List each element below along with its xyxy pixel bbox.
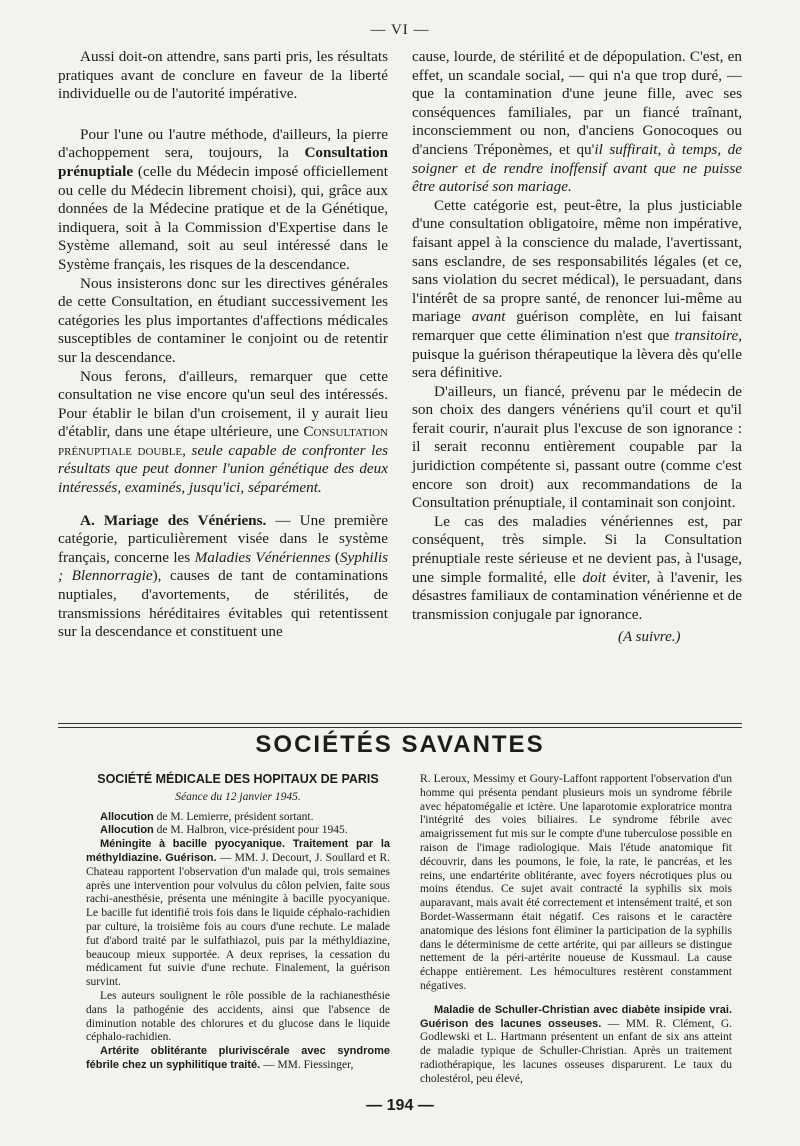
paragraph: Aussi doit-on attendre, sans parti pris, les résultats pratiques avant de conclure en faveur de la liberté individuelle ou de l'autorité impérative. (58, 48, 388, 103)
paragraph: cause, lourde, de stérilité et de dépopulation. C'est, en effet, un scandale social, — qui n'a que trop duré, — que la contamination d'une jeune fille, avec ses conséquences familiales, par un fiancé traînant, inconsciemment ou non, d'anciens Gonocoques ou d'anciens Tréponèmes, et qu'il suffirait, à temps, de soigner et de rendre inoffensif avant que ne puisse être autorisé son mariage. (412, 48, 742, 196)
paragraph: Nous insisterons donc sur les directives générales de cette Consultation, en étudiant successivement les catégories les plus importantes d'affections médicales susceptibles de contaminer le conjoint ou de retentir sur la descendance. (58, 274, 388, 366)
paragraph: Les auteurs soulignent le rôle possible de la rachianesthésie dans la pathogénie des accidents, ainsi que l'absence de diminution notable des chlorures et du glucose dans le liquide céphalo-rachidien. (86, 989, 390, 1044)
page-number: — 194 — (366, 1097, 434, 1114)
society-right-column (420, 773, 732, 1087)
paragraph: Nous ferons, d'ailleurs, remarquer que cette consultation ne vise encore qu'un seul des intéressés. Pour établir le bilan d'un croisement, il y aurait lieu d'établir, dans une étape ultérieure, une Consultation prénuptiale double, seule capable de confronter les résultats que peut donner l'union génétique des deux intéressés, examinés, jusqu'ici, séparément. (58, 367, 388, 497)
communication: Méningite à bacille pyocyanique. Traitement par la méthyldiazine. Guérison. — MM. J. Decourt, J. Soullard et R. Chateau rapportent l'observation d'un malade qui, trois semaines après une intervention pour volvulus du côlon pelvien, faite sous rachi-anesthésie, présenta une méningite à bacille pyocyanique. Le bacille fut identifié trois fois dans le liquide céphalo-rachidien par culture, la troisième fois au cours d'une rechute. Le malade fut d'abord traité par le sulfathiazol, puis par la méthyldiazine, beaucoup mieux supportée. A deux reprises, la cessation du médicament fut suivie d'une rechute. Finalement, la guérison survint. (86, 838, 390, 989)
communication: Artérite oblitérante pluriviscérale avec syndrome fébrile chez un syphilitique traité. — MM. Fiessinger, (86, 1045, 390, 1071)
allocution: Allocution de M. Halbron, vice-président pour 1945. (100, 824, 348, 837)
subsection-heading: A. Mariage des Vénériens. (80, 511, 267, 529)
bold-term: Consultation prénuptiale (58, 144, 388, 180)
to-be-continued: (A suivre.) (618, 629, 681, 645)
section-divider (58, 727, 742, 728)
session-date: Séance du 12 janvier 1945. (175, 790, 301, 803)
section-divider (58, 723, 742, 724)
communication: Maladie de Schuller-Christian avec diabète insipide vrai. Guérison des lacunes osseuses. — MM. R. Clément, G. Godlewski et L. Hartmann présentent un enfant de six ans atteint de maladie typique de Schuller-Christian. Après un traitement radiothérapique, les lacunes osseuses disparurent. Le taux du cholestérol, peu élevé, (420, 1003, 733, 1085)
paragraph: Le cas des maladies vénériennes est, par conséquent, très simple. Si la Consultation prénuptiale reste sérieuse et ne devient pas, à l'usage, une simple formalité, elle doit éviter, à l'avenir, les désastres familiaux de contamination vénérienne et de transmission conjugale par ignorance. (412, 512, 743, 623)
small-caps-term: Consultation prénuptiale double, (58, 423, 388, 459)
paragraph: A. Mariage des Vénériens. — Une première catégorie, particulièrement visée dans le système français, concerne les Maladies Vénériennes (Syphilis ; Blennorragie), causes de tant de contaminations nuptiales, d'avortements, de stérilités, de transmissions héréditaires évitables qui retentissent sur la descendance et constituent une (58, 511, 389, 641)
paragraph: R. Leroux, Messimy et Goury-Laffont rapportent l'observation d'un homme qui présenta pendant plusieurs mois un syndrome fébrile avec hépatomégalie et ictère. Une laparotomie exploratrice montra l'intégrité des voies biliaires. Le syndrome fébrile avec amaigrissement fut mis sur le compte d'une tuberculose possible en raison de l'image radiologique. Mais l'étude anatomique fit découvrir, dans les poumons, le foie, la rate, le pancréas, et les reins, une endartérite oblitérante, avec foyers nécrotiques plus ou moins étendus. Ce sujet avait contracté la syphilis six mois auparavant, mais avait été correctement et intensément traité, et son Bordet-Wassermann était négatif. Ces raisons et le caractère anatomique des lésions font éliminer la participation de la syphilis dans le déterminisme de cette artérite, qui par ailleurs se distingue nettement de la péri-artérite noueuse de Kussmaul. La cause échappe entièrement. Les hémocultures restèrent constamment négatives. (420, 773, 732, 992)
article-right-column (412, 48, 742, 624)
society-title: SOCIÉTÉ MÉDICALE DES HOPITAUX DE PARIS (97, 772, 379, 786)
paragraph: Cette catégorie est, peut-être, la plus justiciable d'une consultation obligatoire, même non impérative, faisant appel à la conscience du malade, l'avertissant, sans esclandre, de ses responsabilités légales (et ce, sans violation du secret médical), le persuadant, dans l'intérêt de sa propre santé, de renoncer lui-même au mariage avant guérison complète, en lui faisant remarquer que cette élimination n'est que transitoire, puisque la guérison thérapeutique la lèvera dès qu'elle sera définitive. (412, 196, 742, 382)
section-title: SOCIÉTÉS SAVANTES (255, 731, 545, 758)
paragraph: Pour l'une ou l'autre méthode, d'ailleurs, la pierre d'achoppement sera, toujours, la Consultation prénuptiale (celle du Médecin imposé officiellement ou celle du Médecin librement choisi), qui, grâce aux données de la Médecine pratique et de la Génétique, indiquera, soit à la Commission d'Expertise dans le Système allemand, soit au seul intéressé dans le Système français, les risques de la descendance. (58, 125, 388, 273)
allocution: Allocution de M. Lemierre, président sortant. (100, 810, 314, 823)
society-left-column (86, 773, 390, 1073)
article-left-column (58, 48, 388, 642)
paragraph: D'ailleurs, un fiancé, prévenu par le médecin de son choix des dangers vénériens qu'il court et qu'il ferait courir, n'aurait plus l'excuse de son ignorance : il serait reconnu entièrement coupable par la juridiction compétente si, passant outre (comme c'est encore son droit) aux recommandations de la Consultation prénuptiale, il contaminait son conjoint. (412, 382, 742, 512)
page-roman-number: — VI — (370, 22, 430, 38)
